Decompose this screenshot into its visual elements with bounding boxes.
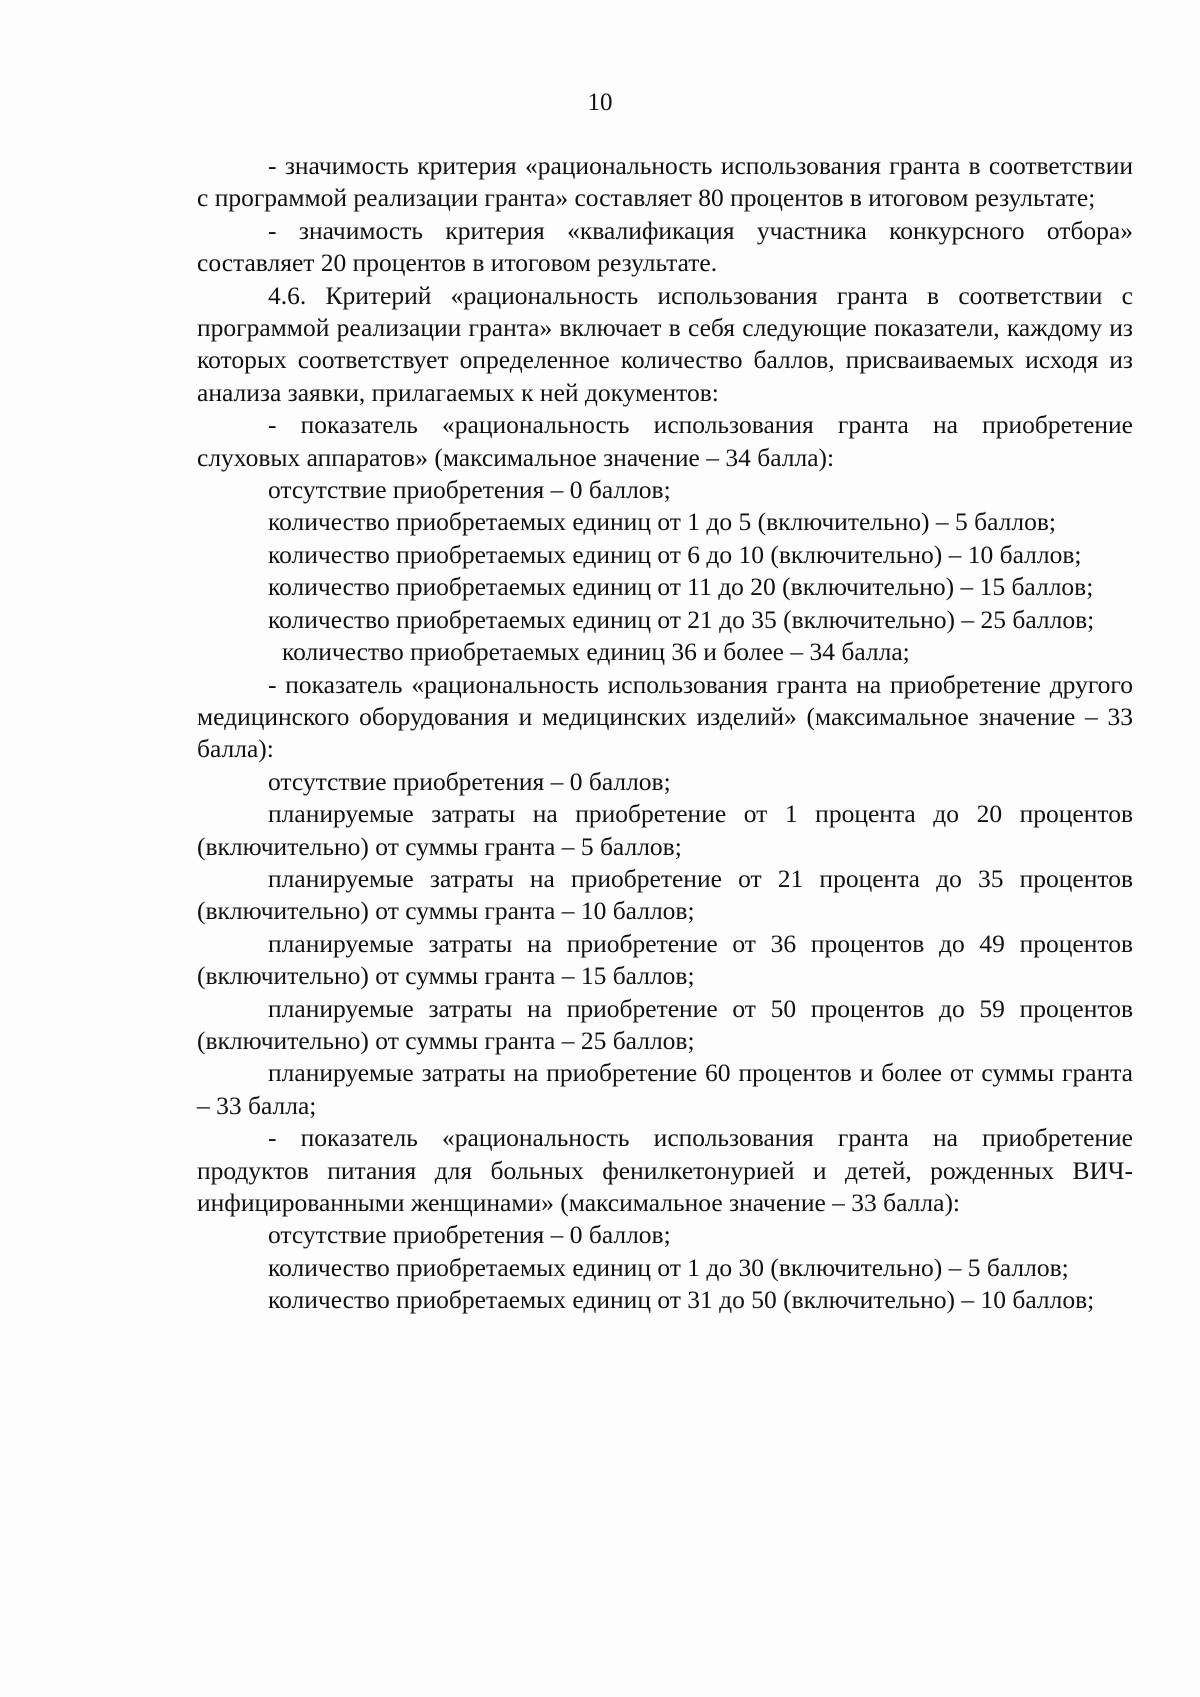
page-number: 10 — [587, 89, 613, 116]
paragraph-hearing-aids-11-20: количество приобретаемых единиц от 11 до 20 (включительно) – 15 баллов; — [268, 572, 1094, 602]
paragraph-equipment-none: отсутствие приобретения – 0 баллов; — [268, 766, 671, 796]
paragraph-criterion-weight-qualification: - значимость критерия «квалификация участника конкурсного отбора» составляет 20 процентов в итоговом результате. — [197, 215, 1133, 278]
paragraph-food-31-50: количество приобретаемых единиц от 31 до 50 (включительно) – 10 баллов; — [268, 1285, 1095, 1315]
paragraph-food-1-30: количество приобретаемых единиц от 1 до 30 (включительно) – 5 баллов; — [268, 1252, 1069, 1282]
paragraph-equipment-1-20: планируемые затраты на приобретение от 1 процента до 20 процентов (включительно) от суммы гранта – 5 баллов; — [197, 799, 1133, 861]
paragraph-food-none: отсутствие приобретения – 0 баллов; — [268, 1220, 671, 1250]
paragraph-hearing-aids-none: отсутствие приобретения – 0 баллов; — [268, 475, 671, 505]
paragraph-equipment-36-49: планируемые затраты на приобретение от 36 процентов до 49 процентов (включительно) от суммы гранта – 15 баллов; — [197, 928, 1133, 991]
paragraph-criterion-weight-rationality: - значимость критерия «рациональность использования гранта в соответствии с программой реализации гранта» составляет 80 процентов в итоговом результате; — [197, 151, 1133, 213]
paragraph-indicator-hearing-aids: - показатель «рациональность использования гранта на приобретение слуховых аппаратов» (максимальное значение – 34 балла): — [197, 410, 1133, 472]
paragraph-indicator-food-products: - показатель «рациональность использования гранта на приобретение продуктов питания для больных фенилкетонурией и детей, рожденных ВИЧ-инфицированными женщинами» (максимальное значение – 33 балла): — [197, 1123, 1133, 1217]
paragraph-equipment-60-plus: планируемые затраты на приобретение 60 процентов и более от суммы гранта – 33 балла; — [197, 1058, 1133, 1120]
paragraph-section-4-6: 4.6. Критерий «рациональность использования гранта в соответствии с программой реализации гранта» включает в себя следующие показатели, каждому из которых соответствует определенное количество баллов, присваиваемых исходя из анализа заявки, прилагаемых к ней документов: — [197, 280, 1133, 407]
paragraph-equipment-21-35: планируемые затраты на приобретение от 21 процента до 35 процентов (включительно) от суммы гранта – 10 баллов; — [197, 863, 1133, 926]
paragraph-indicator-medical-equipment: - показатель «рациональность использования гранта на приобретение другого медицинского оборудования и медицинских изделий» (максимальное значение – 33 балла): — [197, 669, 1133, 764]
document-body — [197, 150, 1133, 1317]
paragraph-hearing-aids-21-35: количество приобретаемых единиц от 21 до 35 (включительно) – 25 баллов; — [268, 604, 1095, 634]
paragraph-hearing-aids-1-5: количество приобретаемых единиц от 1 до 5 (включительно) – 5 баллов; — [268, 507, 1056, 537]
paragraph-hearing-aids-6-10: количество приобретаемых единиц от 6 до 10 (включительно) – 10 баллов; — [268, 539, 1082, 569]
paragraph-equipment-50-59: планируемые затраты на приобретение от 50 процентов до 59 процентов (включительно) от суммы гранта – 25 баллов; — [197, 993, 1133, 1055]
paragraph-hearing-aids-36-plus: количество приобретаемых единиц 36 и более – 34 балла; — [282, 637, 910, 667]
